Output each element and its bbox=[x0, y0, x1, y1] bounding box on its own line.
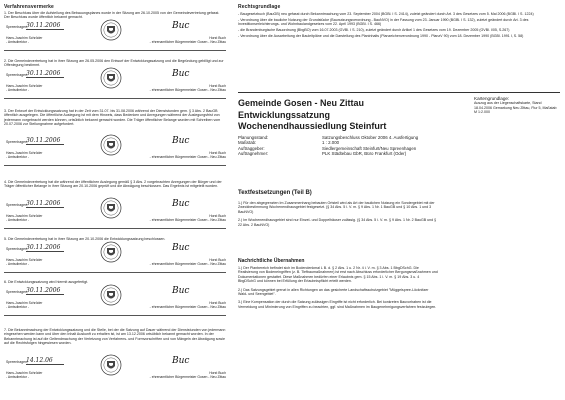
legal-basis-heading: Rechtsgrundlage bbox=[238, 4, 281, 10]
signatory-right: Horst Buch - ehrenamtlicher Bürgermeister Gosen - Neu Zittau bbox=[149, 371, 226, 379]
text-provision-item: 2.) Im Wochenendhausgebiet sind nur Einzel- und Doppelhäuser zulässig. (§ 34 Abs. 5 i. V. m. § 9 Abs. 1 Nr. 2 BauGB und § 22 Abs. 2 BauNVO) bbox=[238, 218, 437, 227]
signature-date: 14.12.06 bbox=[26, 357, 64, 365]
statute-title: Entwicklungssatzung bbox=[238, 110, 331, 120]
plan-detail-key: Auftragnehmer: bbox=[238, 151, 269, 157]
signatory-right: Horst Buch - ehrenamtlicher Bürgermeister Gosen - Neu Zittau bbox=[149, 258, 226, 266]
signatory-right: Horst Buch - ehrenamtlicher Bürgermeister Gosen - Neu Zittau bbox=[149, 301, 226, 309]
text-provision-item: 1.) Für den abgegrenzten Im Zusammenhang bebauten Ortsteil wird als Art der baulichen Nutzung ein Sondergebiet mit der Zweckbestimmung Wochenendhausgebiet festgesetzt. (§ 34 Abs. 5 i. V. m. § 9 Abs. 1 Nr. 1 BauGB und § 10 Abs. 1 und 3 BauNVO) bbox=[238, 201, 435, 214]
signature-row bbox=[4, 23, 226, 45]
adoption-item: 1.) Der Planbereich befindet sich im Bodendenkmal L B. d. § 2 Abs. 1 u. 2 Nr. 4 i. V. m. § 3 Abs. 1 BbgDSchG. Die Realisierung von Bodeneingriffen (z. B. Tiefbaumaßnahmen) ist erst nach Abschluss erforderlicher Bergungsmaßnahmen und Dokumentationen gestattet. Diese Maßnahmen bedürfen einer Erlaubnis gem. § 15 Abs. 1 i. V. m. § 19 Abs. 3 u. 4 BbgDSchG und können bei Erfüllung der Erlaubnispflicht erteilt werden. bbox=[238, 266, 438, 284]
signature-row bbox=[4, 288, 226, 310]
signatory-left: Hans-Joachim Schröder - Amtsdirektor - bbox=[6, 84, 43, 92]
legal-info-column bbox=[238, 4, 560, 396]
section-divider bbox=[4, 315, 226, 316]
section-divider bbox=[4, 165, 226, 166]
section-divider bbox=[4, 50, 226, 51]
legal-basis-item: - Verordnung über die bauliche Nutzung der Grundstücke (Baunutzungsverordnung - BauNVO) in der Fassung vom 23. Januar 1990 (BGBl. I S. 132), zuletzt geändert durch Art. 3 des Investitionserleichterungs- und Wohnbaulandgesetzes vom 22. April 1993 (BGBl. I S. 466) bbox=[238, 17, 529, 27]
signature-date: 30.11.2006 bbox=[26, 137, 64, 145]
legal-basis-list bbox=[238, 12, 560, 39]
plan-detail-value: 1 : 2.000 bbox=[322, 140, 340, 146]
municipality-title: Gemeinde Gosen - Neu Zittau bbox=[238, 98, 365, 108]
signatory-right: Horst Buch - ehrenamtlicher Bürgermeister Gosen - Neu Zittau bbox=[149, 36, 226, 44]
adoptions-list bbox=[238, 266, 438, 311]
plan-details bbox=[238, 135, 560, 157]
plan-detail-row bbox=[238, 151, 560, 156]
section-divider bbox=[4, 272, 226, 273]
handwritten-signature: Buc bbox=[172, 21, 190, 31]
signature-place: Spreenhagen, bbox=[6, 25, 28, 29]
signatory-right: Horst Buch - ehrenamtlicher Bürgermeister Gosen - Neu Zittau bbox=[149, 151, 226, 159]
plan-detail-value: Siedlergemeinschaft Steinfurt/Neu Spreenhagen bbox=[322, 145, 417, 151]
official-seal-icon bbox=[100, 241, 122, 263]
divider bbox=[238, 92, 560, 93]
signatory-right: Horst Buch - ehrenamtlicher Bürgermeister Gosen - Neu Zittau bbox=[149, 84, 226, 92]
signature-place: Spreenhagen, bbox=[6, 73, 28, 77]
procedure-notes-column bbox=[4, 4, 226, 396]
signature-row bbox=[4, 201, 226, 223]
signatory-left: Hans-Joachim Schröder - Amtsdirektor - bbox=[6, 301, 43, 309]
procedure-notes-heading: Verfahrensvermerke bbox=[4, 4, 54, 10]
procedure-step-text: 6. Die Entwicklungssatzung wird hiermit ausgefertigt. bbox=[4, 280, 89, 284]
signature-place: Spreenhagen, bbox=[6, 360, 28, 364]
procedure-step-text: 5. Die Gemeindevertretung hat in ihrer Sitzung am 20.10.2006 die Entwicklungssatzung beschlossen. bbox=[4, 237, 166, 241]
official-seal-icon bbox=[100, 354, 122, 376]
plan-detail-value: PLK Städtebau GbR, Büro Frankfurt (Oder) bbox=[322, 151, 407, 157]
legal-basis-item: - die Brandenburgische Bauordnung (BbgBO) vom 16.07.2003 (GVBl. I S. 210), zuletzt geändert durch Artikel 1 des Gesetzes vom 19. Dezember 2005 (GVBl. I/05, S.267) bbox=[238, 27, 510, 32]
signature-place: Spreenhagen, bbox=[6, 290, 28, 294]
signature-date: 30.11.2006 bbox=[26, 200, 64, 208]
signature-row bbox=[4, 358, 226, 380]
procedure-step-text: 7. Die Bekanntmachung der Entwicklungssatzung und die Stelle, bei der die Satzung auf Dauer während der Dienststunden von jedermann eingesehen werden kann und über den Inhalt Auskunft zu erhalten ist, ist am 13.12.2006 ortsüblich bekannt gemacht worden. In der Bekanntmachung ist auf die Geltendmachung der Verletzung von Verfahrens- und Formvorschriften und von Mängeln der Abwägung sowie auf die Rechtsfolgen hingewiesen worden. bbox=[4, 328, 226, 346]
signatory-left: Hans-Joachim Schröder - Amtsdirektor - bbox=[6, 36, 43, 44]
procedure-step-text: 2. Die Gemeindevertretung hat in ihrer Sitzung am 26.05.2006 den Entwurf der Entwicklungssatzung und die Begründung gebilligt und zur Offenlegung bestimmt. bbox=[4, 59, 224, 68]
map-basis-block bbox=[474, 96, 560, 115]
section-divider bbox=[4, 228, 226, 229]
signatory-left: Hans-Joachim Schröder - Amtsdirektor - bbox=[6, 151, 43, 159]
signatory-left: Hans-Joachim Schröder - Amtsdirektor - bbox=[6, 371, 43, 379]
handwritten-signature: Buc bbox=[172, 199, 190, 209]
text-provisions-list bbox=[238, 201, 438, 228]
adoptions-heading: Nachrichtliche Übernahmen bbox=[238, 258, 305, 264]
text-provisions-heading: Textfestsetzungen (Teil B) bbox=[238, 190, 312, 196]
official-seal-icon bbox=[100, 134, 122, 156]
signature-place: Spreenhagen, bbox=[6, 140, 28, 144]
plan-detail-key: Planungsstand: bbox=[238, 135, 269, 140]
plan-detail-value: Satzungsbeschluss Oktober 2006 4. Ausfertigung bbox=[322, 135, 419, 140]
signature-row bbox=[4, 245, 226, 267]
signatory-left: Hans-Joachim Schröder - Amtsdirektor - bbox=[6, 258, 43, 266]
handwritten-signature: Buc bbox=[172, 243, 190, 253]
signature-row bbox=[4, 71, 226, 93]
map-basis-text: Auszug aus der Liegenschaftskarte, Stand 18.04.2006 Gemarkung Neu Zittau, Flur 5, Maßstab M 1:2.000 bbox=[474, 101, 557, 114]
section-divider bbox=[4, 98, 226, 99]
plan-detail-key: Auftraggeber: bbox=[238, 145, 265, 151]
official-seal-icon bbox=[100, 19, 122, 41]
signature-row bbox=[4, 138, 226, 160]
signatory-right: Horst Buch - ehrenamtlicher Bürgermeister Gosen - Neu Zittau bbox=[149, 214, 226, 222]
signature-date: 30.11.2006 bbox=[26, 287, 64, 295]
settlement-title: Wochenendhaussiedlung Steinfurt bbox=[238, 121, 387, 131]
signature-place: Spreenhagen, bbox=[6, 247, 28, 251]
signatory-left: Hans-Joachim Schröder - Amtsdirektor - bbox=[6, 214, 43, 222]
procedure-step-text: 3. Der Entwurf der Entwicklungssatzung hat in der Zeit vom 31.07. bis 31.08.2006 während der Dienststunden gem. § 3 Abs. 2 BauGB öffentlich ausgelegen. Die öffentliche Auslegung ist mit dem Hinweis, dass Bedenken und Anregungen während der Auslegungsfrist von jedermann vorgebracht werden können, ortsüblich bekannt gemacht worden. Die Träger öffentlicher Belange wurden mit Schreiben vom 20.07.2006 zur Stellungnahme aufgefordert. bbox=[4, 109, 221, 127]
procedure-step-text: 1. Der Beschluss über die Aufstellung des Bebauungsplanes wurde in der Sitzung am 26.10.2005 von der Gemeindevertretung gefasst. Der Beschluss wurde öffentlich bekannt gemacht. bbox=[4, 11, 220, 20]
official-seal-icon bbox=[100, 284, 122, 306]
handwritten-signature: Buc bbox=[172, 136, 190, 146]
plan-detail-key: Maßstab: bbox=[238, 140, 257, 146]
handwritten-signature: Buc bbox=[172, 286, 190, 296]
signature-date: 30.11.2006 bbox=[26, 22, 64, 30]
legal-basis-item: - Baugesetzbuch (BauGB) neu gefasst durch Bekanntmachung vom 23. September 2004 (BGBl. I S. 2414), zuletzt geändert durch Art. 3 des Gesetzes vom 5. Mai 2006 (BGBl. I S. 1224) bbox=[238, 12, 534, 16]
handwritten-signature: Buc bbox=[172, 69, 190, 79]
handwritten-signature: Buc bbox=[172, 356, 190, 366]
official-seal-icon bbox=[100, 67, 122, 89]
procedure-step-text: 4. Die Gemeindevertretung hat die während der öffentlichen Auslegung gemäß § 3 Abs. 2 vorgebrachten Anregungen der Bürger und der Träger öffentlicher Belange in ihrer Sitzung am 20.10.2006 geprüft und die Abwägung beschlossen. Das Ergebnis ist mitgeteilt worden. bbox=[4, 180, 222, 189]
legal-basis-item: - Verordnung über die Ausarbeitung der Bauleitpläne und die Darstellung des Planinhalts (Planzeichenverordnung 1990 - PlanzV 90) vom 18. Dezember 1990 (BGBl. 1991 I, S. 58) bbox=[238, 33, 524, 38]
adoption-item: 3.) Eine Kompensation der durch die Satzung zulässigen Eingriffe ist nicht erforderlich. Bei konkreten Bauvorhaben ist die Vermeidung und Minimierung von Eingriffen zu beachten, ggf. sind Maßnahmen im Baugenehmigungsverfahren festzulegen. bbox=[238, 300, 437, 309]
adoption-item: 2.) Das Satzungsgebiet grenzt in allen Richtungen an das gesicherte Landschaftsschutzgebiet "Müggelspree-Löcknitzer Wald- und Seengebiet". bbox=[238, 287, 429, 297]
official-seal-icon bbox=[100, 197, 122, 219]
map-basis-label: Kartengrundlage: bbox=[474, 96, 510, 101]
signature-date: 30.11.2006 bbox=[26, 244, 64, 252]
signature-place: Spreenhagen, bbox=[6, 203, 28, 207]
signature-date: 30.11.2006 bbox=[26, 70, 64, 78]
